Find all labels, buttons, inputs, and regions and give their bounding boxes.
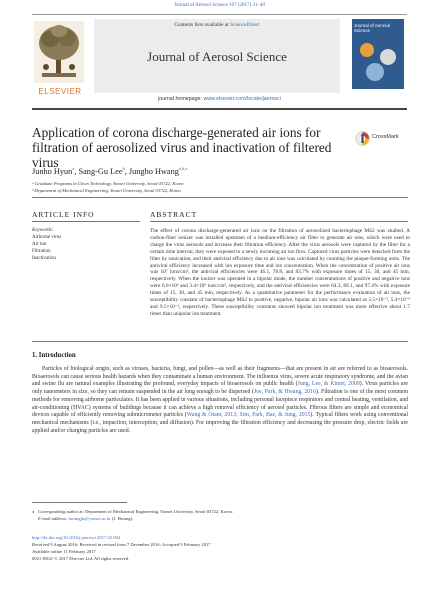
keyword-item: Air ion [32, 242, 47, 247]
publisher-name[interactable]: ELSEVIER [38, 87, 82, 96]
contents-line [94, 22, 340, 28]
abstract-text: The effect of corona discharge-generated air ions on the filtration of aerosolized bacteriophage MS2 was studied. A carbon-fiber ionizer was installed upstream of a medium-efficiency air filter to generate air ions, which were used to charge the virus aerosols and increase their filtration efficiency. After the virus aerosols were captured by the filter for a certain time interval, they were exposed to a newly incoming air ion flow. Captured virus particles were detached from the filter by sonication, and their antiviral efficiency due to air ions was calculated by counting the plaque-forming units. The antiviral efficiency increased with ion exposure time and ion concentration. When the concentration of positive air ions was 10⁷ ions/cm³, the antiviral efficiencies were 46.1, 78.8, and 83.7% with exposure times of 15, 30, and 45 min, respectively. When the ionizer was operated in a bipolar mode, the number concentrations of positive and negative ions were 6.6×10⁶ and 3.4×10⁶ ions/cm³, respectively, and the antiviral efficiencies were 64.3, 89.1, and 97.4% with exposure times of 15, 30, and 45 min, respectively. As a quantitative parameter for the performance evaluation of air ions, the susceptibility constant of bacteriophage MS2 to positive, negative, bipolar air ions was calculated as 5.5×10⁻³, 5.4×10⁻³ and 9.5×10⁻³, respectively. These susceptibility constants showed bipolar ion treatment was more effective about 1.7 times than unipolar ion treatment. [150, 228, 410, 317]
homepage-prefix: journal homepage: [158, 96, 204, 102]
keyword-item: Airborne virus [32, 235, 62, 240]
email-label: E-mail address: [38, 516, 69, 521]
email-link[interactable]: hwangjh@yonsei.ac.kr [68, 516, 111, 521]
affiliation-a: ᵃ Graduate Programs in Clean Technology, Yonsei University, Seoul 03722, Korea [32, 181, 184, 186]
article-info-heading: ARTICLE INFO [32, 210, 95, 219]
copyright-notice: 0021-8502/ © 2017 Elsevier Ltd. All rights reserved. [32, 556, 130, 561]
journal-banner [94, 19, 340, 93]
corresponding-author-note: Corresponding author at: Department of Mechanical Engineering, Yonsei University, Seoul 03722, Korea. [38, 509, 233, 514]
footnote-divider [32, 502, 127, 503]
article-title: Application of corona discharge-generated air ions for filtration of aerosolized virus and inactivation of filtered virus [32, 125, 332, 170]
keyword-item: Inactivation [32, 256, 56, 261]
introduction-paragraph: Particles of biological origin, such as viruses, bacteria, fungi, and pollen—as well as their fragments—that are present in air are referred to as bioaerosols. Bioaerosols can cause serious health hazards when they contaminate a human environment. The influenza virus, severe acute respiratory syndrome, and the avian and swine flu are natural examples illustrating the profound, everyday impacts of bioaerosols on public health (Jung, Lee, & Kimet, 2009). Virus particles are only nanometers in size, so they can remain suspended in the air long enough to be dispersed (Joe, Park, & Hwang, 2016). Filtration is one of the most common methods for removing airborne particulates. It has been applied in various situations, including personal facepiece respirators and central heating, ventilation, and air-conditioning (HVAC) systems of buildings because it can achieve a high removal efficiency of aerosol particles. Fibrous filters are simple and economical devices capable of efficiently removing submicrometer particles (Wang & Otani, 2013; Sim, Park, Bae, & Jung, 2015). Typical filters work using conventional mechanical mechanisms (i.e., impaction, interception, and diffusion). For improving the filtration efficiency and decreasing the pressure drop, electric fields are applied and/or charging particles are used. [32, 366, 409, 434]
affiliation-marker[interactable]: b [122, 166, 125, 171]
citation-link[interactable]: Jung, Lee, & Kimet, 2009 [297, 381, 360, 388]
contents-prefix: Contents lists available at [174, 22, 230, 28]
keywords-label: Keywords: [32, 228, 54, 233]
crossmark-icon [355, 131, 370, 146]
author-name[interactable]: , Sang-Gu Lee [74, 166, 123, 176]
homepage-link[interactable]: www.elsevier.com/locate/jaerosci [203, 96, 281, 102]
divider [150, 221, 408, 222]
affiliation-b: ᵇ Department of Mechanical Engineering, Yonsei University, Seoul 03722, Korea [32, 188, 181, 193]
divider [32, 221, 140, 222]
elsevier-tree-logo-icon [34, 21, 84, 83]
doi-link[interactable]: http://dx.doi.org/10.1016/j.jaerosci.2017.02.004 [32, 535, 121, 540]
citation-link[interactable]: Wang & Otani, 2013; Sim, Park, Bae, & Jung, 2015 [186, 412, 311, 419]
footnote-marker: ⁎ [32, 509, 35, 514]
cover-graphic-icon [380, 49, 396, 65]
masthead [32, 14, 407, 110]
abstract-heading: ABSTRACT [150, 210, 198, 219]
journal-cover-thumbnail [352, 19, 404, 89]
cover-title: Journal of Aerosol Science [354, 23, 391, 33]
available-online-date: Available online 11 February 2017 [32, 549, 96, 554]
crossmark-button[interactable] [355, 131, 415, 149]
citation-link[interactable]: Joe, Park, & Hwang, 2016 [253, 389, 316, 396]
journal-homepage-line [32, 96, 407, 102]
cover-graphic-icon [360, 43, 374, 57]
sciencedirect-link[interactable]: ScienceDirect [229, 22, 260, 28]
divider [32, 197, 408, 198]
journal-title: Journal of Aerosol Science [147, 49, 287, 64]
email-line: E-mail address: hwangjh@yonsei.ac.kr (J. Hwang). [38, 516, 134, 521]
author-list [32, 166, 188, 176]
author-name[interactable]: , Jungho Hwang [124, 166, 179, 176]
cover-graphic-icon [366, 63, 384, 81]
crossmark-label: CrossMark [372, 134, 399, 140]
affiliation-marker[interactable]: a [72, 166, 75, 171]
author-name[interactable]: Junho Hyun [32, 166, 73, 176]
keyword-item: Filtration [32, 249, 51, 254]
received-dates: Received 9 August 2016; Received in revised form 7 December 2016; Accepted 9 February 2017 [32, 542, 211, 547]
introduction-heading: 1. Introduction [32, 352, 76, 359]
divider [32, 341, 408, 342]
journal-reference[interactable]: Journal of Aerosol Science 107 (2017) 31–40 [174, 3, 265, 8]
affiliation-marker[interactable]: a,b,⁎ [178, 166, 188, 171]
